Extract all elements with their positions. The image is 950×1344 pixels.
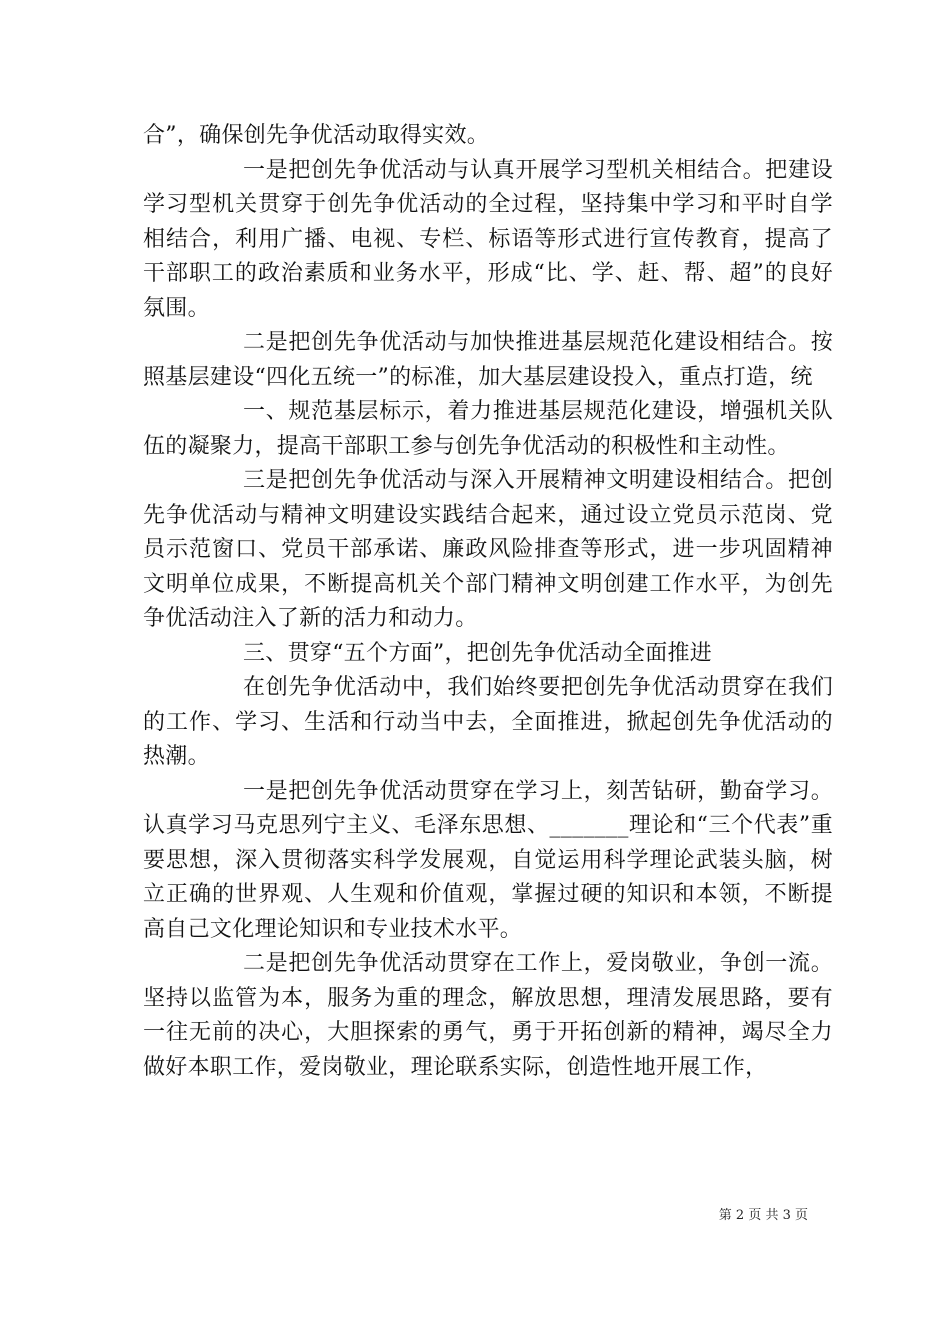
section-heading: 三、贯穿“五个方面”，把创先争优活动全面推进 (243, 640, 713, 666)
paragraph-7: 在创先争优活动中，我们始终要把创先争优活动贯穿在我们的工作、学习、生活和行动当中去，全面推进，掀起创先争优活动的热潮。 (143, 675, 833, 769)
paragraph-1: 合”，确保创先争优活动取得实效。 (143, 123, 490, 148)
paragraph-5: 三是把创先争优活动与深入开展精神文明建设相结合。把创先争优活动与精神文明建设实践结合起来，通过设立党员示范岗、党员示范窗口、党员干部承诺、廉政风险排查等形式，进一步巩固精神文明单位成果，不断提高机关个部门精神文明创建工作水平，为创先争优活动注入了新的活力和动力。 (143, 468, 833, 631)
paragraph-9: 二是把创先争优活动贯穿在工作上，爱岗敬业，争创一流。坚持以监管为本，服务为重的理念，解放思想，理清发展思路，要有一往无前的决心，大胆探索的勇气，勇于开拓创新的精神，竭尽全力做好本职工作，爱岗敬业，理论联系实际，创造性地开展工作， (143, 951, 833, 1080)
paragraph-8: 一是把创先争优活动贯穿在学习上，刻苦钻研，勤奋学习。认真学习马克思列宁主义、毛泽东思想、_______理论和“三个代表”重要思想，深入贯彻落实科学发展观，自觉运用科学理论武装头脑，树立正确的世界观、人生观和价值观，掌握过硬的知识和本领，不断提高自己文化理论知识和专业技术水平。 (143, 778, 833, 942)
paragraph-3: 二是把创先争优活动与加快推进基层规范化建设相结合。按照基层建设“四化五统一”的标准，加大基层建设投入，重点打造，统 (143, 330, 833, 390)
document-body (143, 119, 833, 1085)
paragraph-4: 一、规范基层标示，着力推进基层规范化建设，增强机关队伍的凝聚力，提高干部职工参与创先争优活动的积极性和主动性。 (143, 399, 833, 459)
paragraph-2: 一是把创先争优活动与认真开展学习型机关相结合。把建设学习型机关贯穿于创先争优活动的全过程，坚持集中学习和平时自学相结合，利用广播、电视、专栏、标语等形式进行宣传教育，提高了干部职工的政治素质和业务水平，形成“比、学、赶、帮、超”的良好氛围。 (143, 157, 833, 321)
page-number-footer: 第 2 页 共 3 页 (718, 1208, 808, 1223)
